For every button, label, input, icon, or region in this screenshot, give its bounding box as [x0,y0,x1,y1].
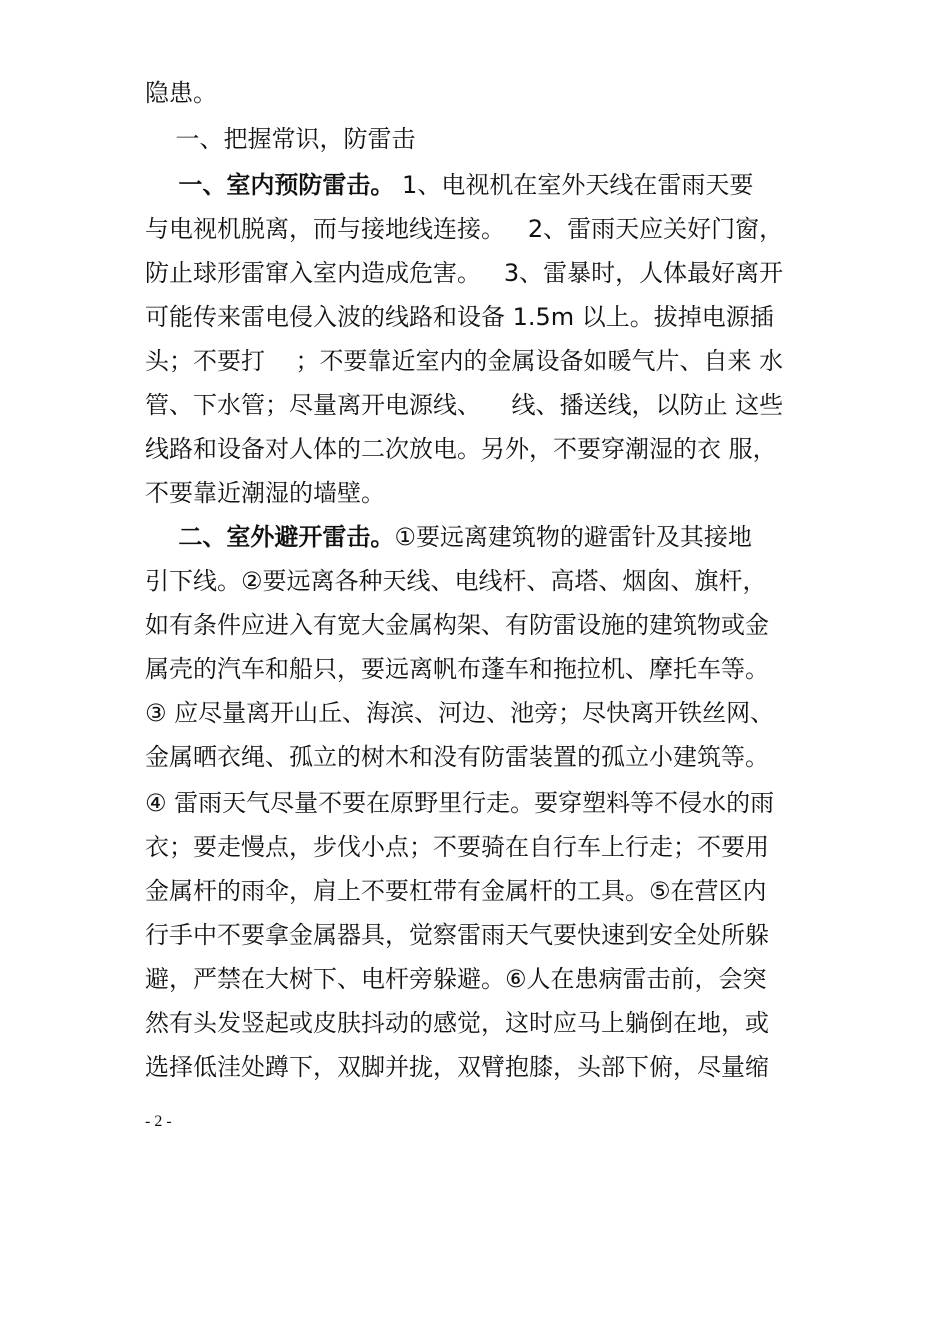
text-line: 选择低洼处蹲下，双脚并拢，双臂抱膝，头部下俯，尽量缩 [145,1053,769,1081]
text-line: 行手中不要拿金属器具，觉察雷雨天气要快速到安全处所躲 [145,921,769,949]
text-line: 头；不要打 ；不要靠近室内的金属设备如暖气片、自来 水 [145,347,784,375]
text-line: 防止球形雷窜入室内造成危害。 3、雷暴时，人体最好离开 [145,259,784,287]
text-line: 然有头发竖起或皮肤抖动的感觉，这时应马上躺倒在地，或 [145,1009,769,1037]
text-line: 二、室外避开雷击。①要远离建筑物的避雷针及其接地 [145,523,752,551]
text-line: 属壳的汽车和船只，要远离帆布蓬车和拖拉机、摩托车等。 [145,655,769,683]
text-line: 如有条件应进入有宽大金属构架、有防雷设施的建筑物或金 [145,611,769,639]
text-line: 可能传来雷电侵入波的线路和设备 1.5m 以上。拔掉电源插 [145,303,774,331]
subsection-heading: 一、室内预防雷击。 [145,171,395,199]
text-line: 线路和设备对人体的二次放电。另外，不要穿潮湿的衣 服， [145,435,777,463]
page-number: - 2 - [145,1113,172,1130]
text-line: 不要靠近潮湿的墙壁。 [145,479,385,507]
text-line: 引下线。②要远离各种天线、电线杆、高塔、烟囱、旗杆， [145,567,767,595]
text-line: 一、室内预防雷击。 1、电视机在室外天线在雷雨天要 [145,171,754,199]
text-line: ③ 应尽量离开山丘、海滨、河边、池旁；尽快离开铁丝网、 [145,699,775,727]
text-line: 金属晒衣绳、孤立的树木和没有防雷装置的孤立小建筑等。 [145,743,769,771]
text-line: 避，严禁在大树下、电杆旁躲避。⑥人在患病雷击前，会突 [145,965,767,993]
text-line: 金属杆的雨伞，肩上不要杠带有金属杆的工具。⑤在营区内 [145,877,767,905]
subsection-heading: 二、室外避开雷击。 [145,523,395,551]
text-line: ④ 雷雨天气尽量不要在原野里行走。要穿塑料等不侵水的雨 [145,789,775,817]
section-heading: 一、把握常识，防雷击 [145,125,416,153]
text-line: 管、下水管；尽量离开电源线、 线、播送线，以防止 这些 [145,391,784,419]
text-line: 与电视机脱离，而与接地线连接。 2、雷雨天应关好门窗， [145,215,784,243]
text-line: 衣；要走慢点，步伐小点；不要骑在自行车上行走；不要用 [145,833,769,861]
text-line: 隐患。 [145,79,217,107]
